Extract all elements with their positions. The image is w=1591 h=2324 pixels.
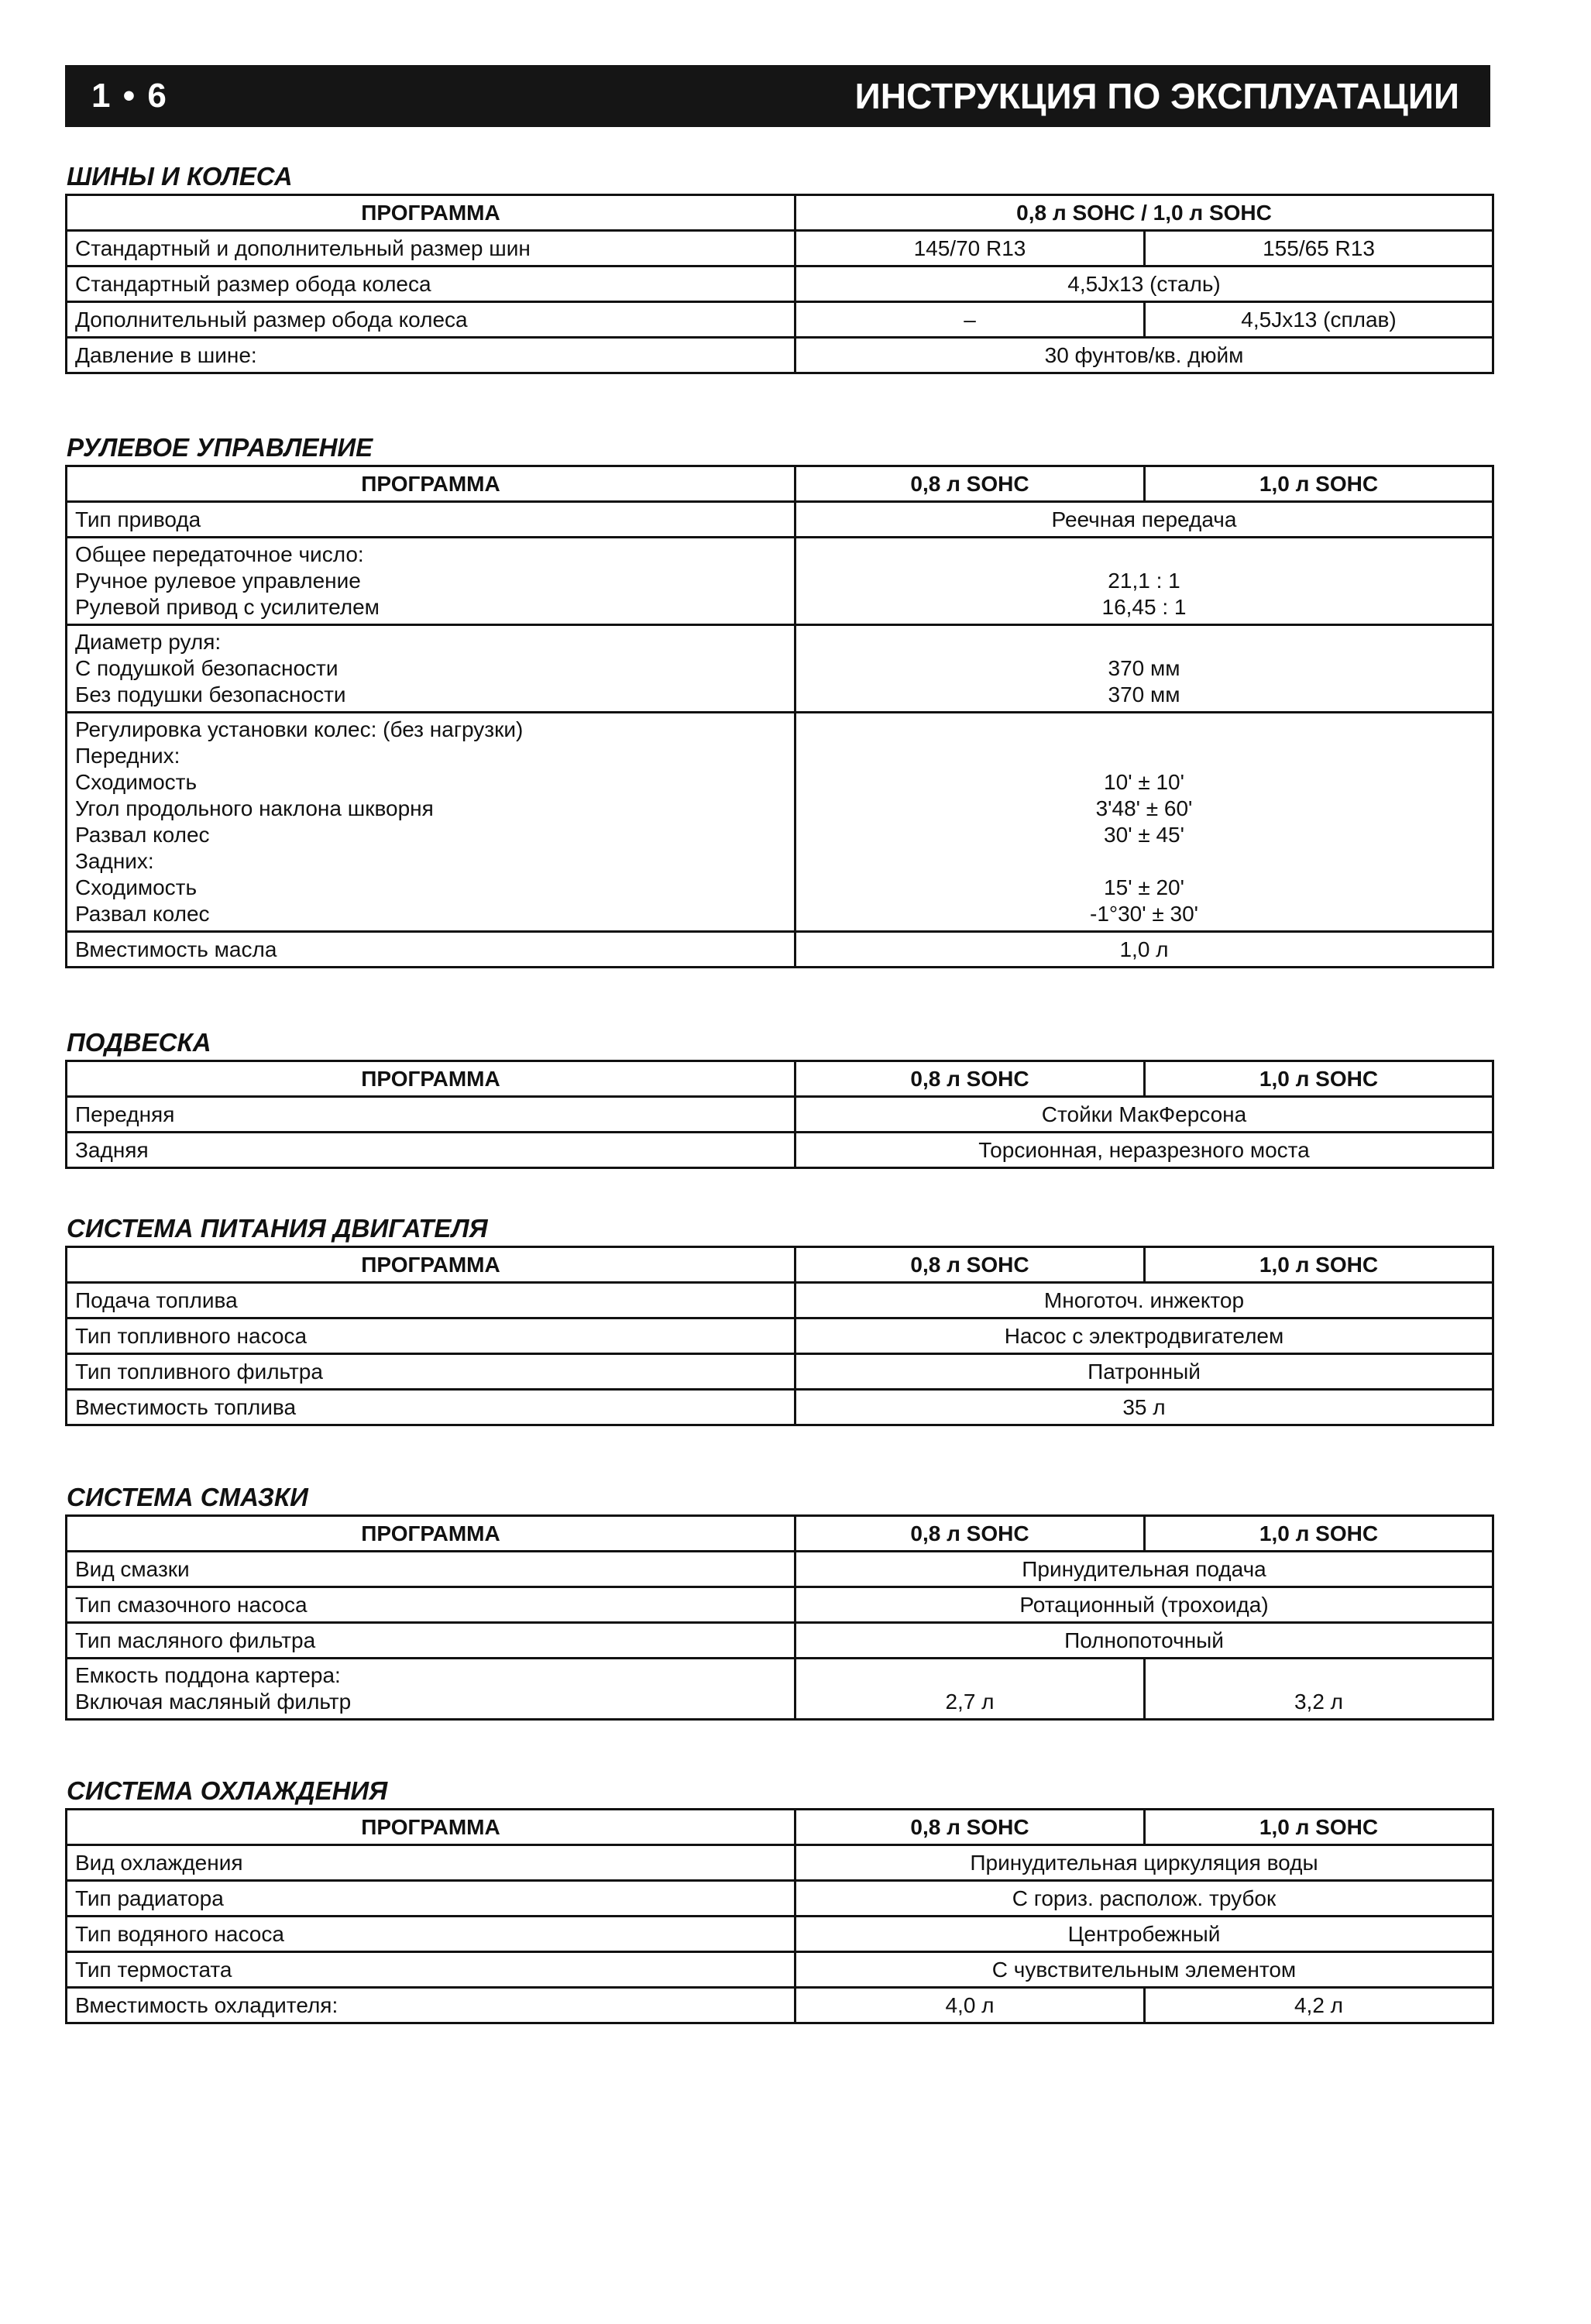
row-label (67, 1659, 796, 1720)
table-row (67, 1917, 1493, 1952)
table-row (67, 266, 1493, 302)
row-value: Торсионная, неразрезного моста (796, 1133, 1493, 1168)
row-label (67, 713, 796, 932)
section-title: СИСТЕМА ПИТАНИЯ ДВИГАТЕЛЯ (67, 1214, 488, 1243)
row-value: 145/70 R13 (796, 231, 1145, 266)
row-value: Реечная передача (796, 502, 1493, 538)
row-value: 4,2 л (1145, 1988, 1493, 2023)
column-header-program: ПРОГРАММА (67, 195, 796, 231)
steering-table (65, 465, 1494, 968)
row-label: Тип термостата (67, 1952, 796, 1988)
column-header-program: ПРОГРАММА (67, 466, 796, 502)
table-row (67, 1133, 1493, 1168)
value-line: 10' ± 10' (1104, 770, 1184, 794)
row-label: Стандартный размер обода колеса (67, 266, 796, 302)
value-line: 370 мм (1108, 682, 1180, 706)
table-row (67, 231, 1493, 266)
row-label: Тип масляного фильтра (67, 1623, 796, 1659)
cooling-table (65, 1808, 1494, 2024)
row-label: Вид смазки (67, 1552, 796, 1587)
label-line: Задних: (75, 849, 154, 873)
fuel-table (65, 1246, 1494, 1426)
steering-section (65, 431, 1492, 968)
row-value (1145, 1659, 1493, 1720)
row-value (796, 713, 1493, 932)
table-row (67, 1623, 1493, 1659)
row-label: Тип смазочного насоса (67, 1587, 796, 1623)
tires-section (65, 160, 1492, 374)
row-value: Принудительная подача (796, 1552, 1493, 1587)
table-row (67, 1283, 1493, 1318)
row-label: Вид охлаждения (67, 1845, 796, 1881)
label-line: Включая масляный фильтр (75, 1690, 352, 1714)
value-line: 3,2 л (1294, 1690, 1344, 1714)
row-value: Многоточ. инжектор (796, 1283, 1493, 1318)
label-line: Развал колес (75, 902, 210, 926)
table-row (67, 1390, 1493, 1425)
table-row (67, 1659, 1493, 1720)
column-header-program: ПРОГРАММА (67, 1247, 796, 1283)
value-line: 15' ± 20' (1104, 875, 1184, 899)
column-header-engine-10: 1,0 л SOHC (1145, 1247, 1493, 1283)
row-value (796, 1659, 1145, 1720)
column-header-engine: 0,8 л SOHC / 1,0 л SOHC (796, 195, 1493, 231)
label-line: Сходимость (75, 770, 198, 794)
column-header-engine-10: 1,0 л SOHC (1145, 466, 1493, 502)
column-header-engine-08: 0,8 л SOHC (796, 1061, 1145, 1097)
table-row (67, 1552, 1493, 1587)
value-line: 16,45 : 1 (1101, 595, 1187, 619)
table-row (67, 538, 1493, 625)
table-row (67, 932, 1493, 968)
row-label: Вместимость охладителя: (67, 1988, 796, 2023)
label-line: Сходимость (75, 875, 198, 899)
row-value: 155/65 R13 (1145, 231, 1493, 266)
row-value: С гориз. располож. трубок (796, 1881, 1493, 1917)
value-line: 370 мм (1108, 656, 1180, 680)
value-line: 2,7 л (945, 1690, 995, 1714)
column-header-program: ПРОГРАММА (67, 1810, 796, 1845)
label-line: Развал колес (75, 823, 210, 847)
table-row (67, 338, 1493, 373)
table-row (67, 1988, 1493, 2023)
row-label: Вместимость топлива (67, 1390, 796, 1425)
table-row (67, 1952, 1493, 1988)
row-value (796, 538, 1493, 625)
row-value: Полнопоточный (796, 1623, 1493, 1659)
row-label: Тип водяного насоса (67, 1917, 796, 1952)
row-value: 4,5Jx13 (сплав) (1145, 302, 1493, 338)
table-row (67, 1845, 1493, 1881)
label-line: Общее передаточное число: (75, 542, 364, 566)
row-value: С чувствительным элементом (796, 1952, 1493, 1988)
column-header-engine-10: 1,0 л SOHC (1145, 1516, 1493, 1552)
table-header-row (67, 1061, 1493, 1097)
section-title: СИСТЕМА ОХЛАЖДЕНИЯ (67, 1776, 388, 1805)
section-title: ШИНЫ И КОЛЕСА (67, 162, 293, 191)
row-label: Стандартный и дополнительный размер шин (67, 231, 796, 266)
table-header-row (67, 1247, 1493, 1283)
suspension-section (65, 1026, 1492, 1169)
row-label: Вместимость масла (67, 932, 796, 968)
row-label: Задняя (67, 1133, 796, 1168)
table-header-row (67, 1810, 1493, 1845)
table-row (67, 1318, 1493, 1354)
table-row (67, 1587, 1493, 1623)
row-value: Стойки МакФерсона (796, 1097, 1493, 1133)
section-title: ПОДВЕСКА (67, 1028, 211, 1057)
table-row (67, 1097, 1493, 1133)
row-label (67, 538, 796, 625)
page-number: 1 • 6 (91, 77, 168, 115)
value-line: 3'48' ± 60' (1095, 796, 1193, 820)
row-label: Давление в шине: (67, 338, 796, 373)
table-row (67, 625, 1493, 713)
lubrication-section (65, 1480, 1492, 1721)
value-line: 30' ± 45' (1104, 823, 1184, 847)
column-header-program: ПРОГРАММА (67, 1061, 796, 1097)
column-header-engine-10: 1,0 л SOHC (1145, 1810, 1493, 1845)
column-header-engine-08: 0,8 л SOHC (796, 1516, 1145, 1552)
page-header (65, 65, 1490, 127)
row-value: Центробежный (796, 1917, 1493, 1952)
label-line: Рулевой привод с усилителем (75, 595, 380, 619)
column-header-engine-08: 0,8 л SOHC (796, 466, 1145, 502)
row-value: 35 л (796, 1390, 1493, 1425)
table-row (67, 1881, 1493, 1917)
row-value: 4,0 л (796, 1988, 1145, 2023)
value-line: -1°30' ± 30' (1090, 902, 1198, 926)
table-header-row (67, 466, 1493, 502)
label-line: Передних: (75, 744, 180, 768)
row-value: Ротационный (трохоида) (796, 1587, 1493, 1623)
table-row (67, 302, 1493, 338)
column-header-program: ПРОГРАММА (67, 1516, 796, 1552)
row-value: – (796, 302, 1145, 338)
section-title: РУЛЕВОЕ УПРАВЛЕНИЕ (67, 433, 373, 462)
table-header-row (67, 1516, 1493, 1552)
row-label: Тип топливного фильтра (67, 1354, 796, 1390)
label-line: Регулировка установки колес: (без нагрузки) (75, 717, 524, 741)
lubrication-table (65, 1514, 1494, 1721)
row-value: Насос с электродвигателем (796, 1318, 1493, 1354)
column-header-engine-10: 1,0 л SOHC (1145, 1061, 1493, 1097)
row-value: 4,5Jx13 (сталь) (796, 266, 1493, 302)
tires-table (65, 194, 1494, 374)
table-header-row (67, 195, 1493, 231)
row-label: Тип радиатора (67, 1881, 796, 1917)
label-line: Без подушки безопасности (75, 682, 346, 706)
section-title: СИСТЕМА СМАЗКИ (67, 1483, 308, 1511)
fuel-section (65, 1212, 1492, 1426)
table-row (67, 502, 1493, 538)
row-value: Патронный (796, 1354, 1493, 1390)
value-line: 21,1 : 1 (1108, 569, 1180, 593)
label-line: Угол продольного наклона шкворня (75, 796, 434, 820)
column-header-engine-08: 0,8 л SOHC (796, 1247, 1145, 1283)
row-label: Передняя (67, 1097, 796, 1133)
label-line: С подушкой безопасности (75, 656, 338, 680)
label-line: Емкость поддона картера: (75, 1663, 341, 1687)
row-value: 30 фунтов/кв. дюйм (796, 338, 1493, 373)
table-row (67, 1354, 1493, 1390)
row-label: Дополнительный размер обода колеса (67, 302, 796, 338)
suspension-table (65, 1060, 1494, 1169)
table-row (67, 713, 1493, 932)
page-title: ИНСТРУКЦИЯ ПО ЭКСПЛУАТАЦИИ (854, 76, 1459, 116)
column-header-engine-08: 0,8 л SOHC (796, 1810, 1145, 1845)
row-label: Тип топливного насоса (67, 1318, 796, 1354)
row-label: Тип привода (67, 502, 796, 538)
label-line: Ручное рулевое управление (75, 569, 361, 593)
row-value: 1,0 л (796, 932, 1493, 968)
row-value: Принудительная циркуляция воды (796, 1845, 1493, 1881)
row-value (796, 625, 1493, 713)
row-label: Подача топлива (67, 1283, 796, 1318)
row-label (67, 625, 796, 713)
label-line: Диаметр руля: (75, 630, 222, 654)
cooling-section (65, 1774, 1492, 2024)
